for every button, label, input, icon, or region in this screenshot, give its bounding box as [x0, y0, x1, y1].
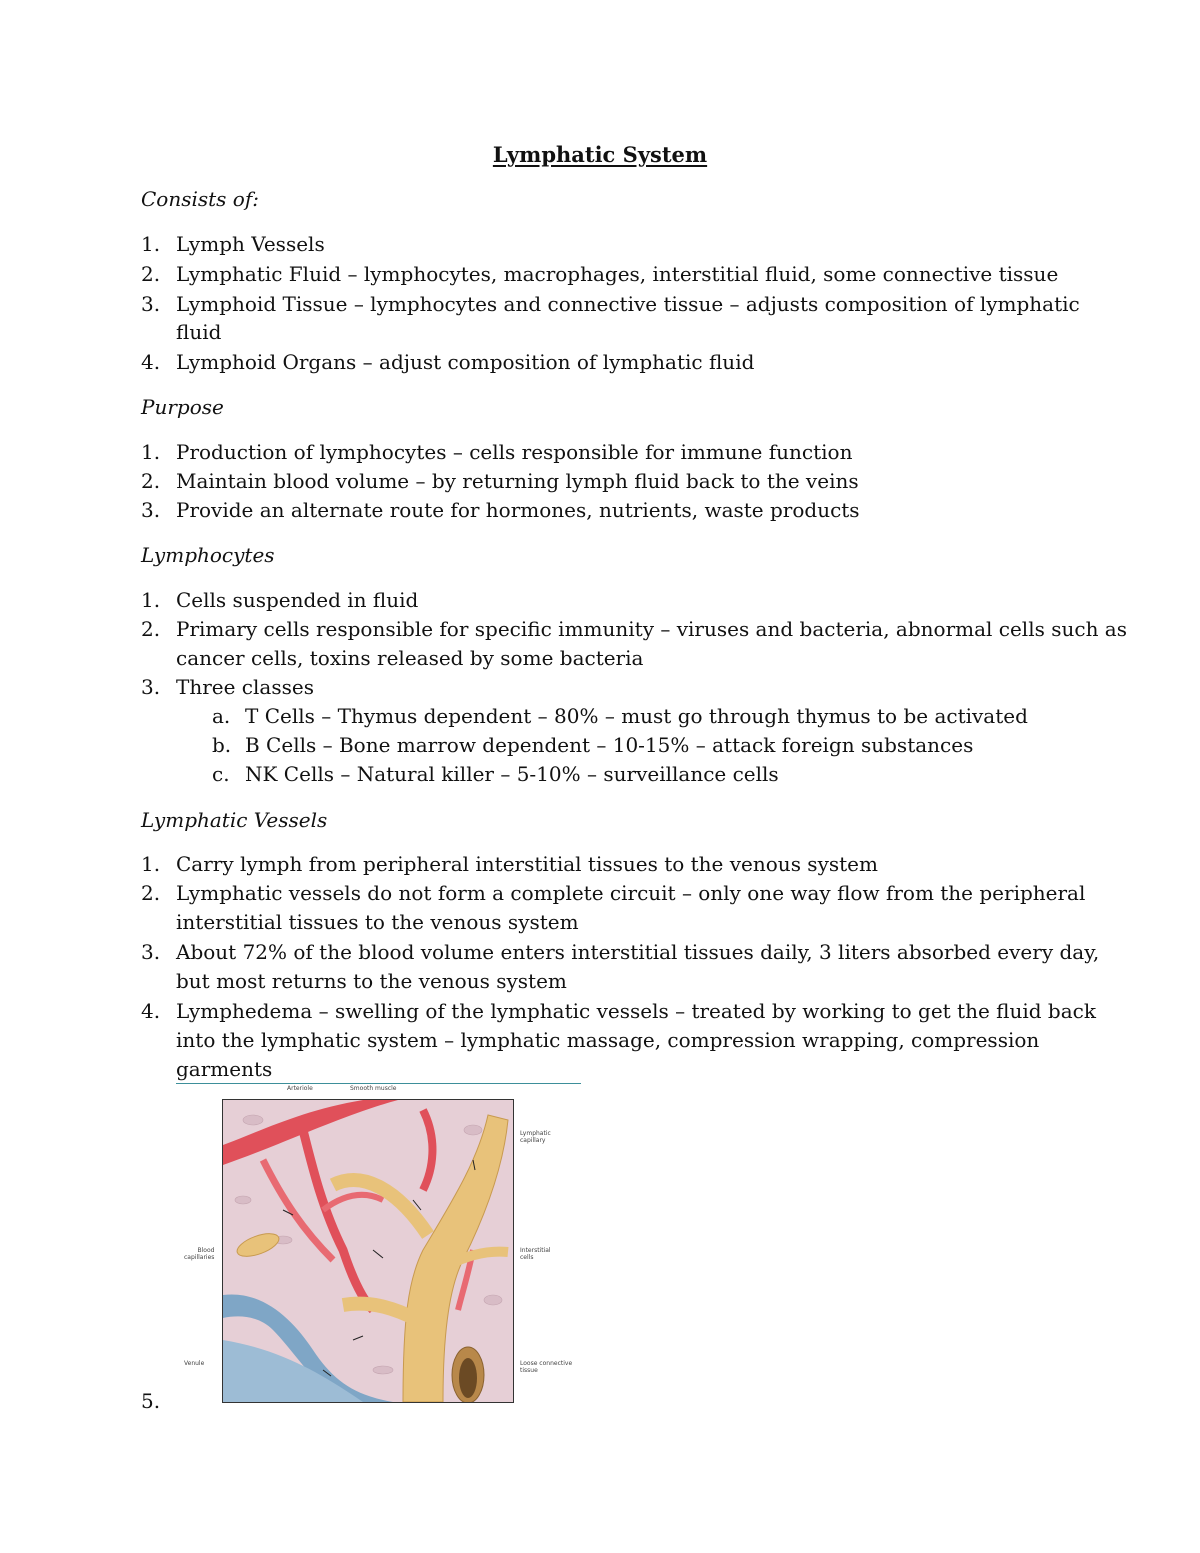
list-item: Lymph Vessels [176, 232, 325, 256]
section-heading-purpose: Purpose [141, 395, 224, 419]
list-item: Lymphoid Tissue – lymphocytes and connective tissue – adjusts composition of lymphatic [176, 292, 1080, 316]
label-lymphatic-capillary [520, 1130, 551, 1144]
list-number: 1. [141, 232, 161, 256]
sublist-letter: b. [212, 733, 232, 757]
list-item-continued: fluid [176, 320, 222, 344]
label-line: Loose connective [520, 1360, 573, 1367]
list-item-continued: cancer cells, toxins released by some bacteria [176, 646, 644, 670]
list-item: Maintain blood volume – by returning lymph fluid back to the veins [176, 469, 859, 493]
label-line: Lymphatic [520, 1130, 551, 1137]
label-line: tissue [520, 1367, 538, 1374]
list-item-continued: but most returns to the venous system [176, 969, 567, 993]
list-number: 1. [141, 588, 161, 612]
list-item: Three classes [176, 675, 314, 699]
list-item: Lymphoid Organs – adjust composition of lymphatic fluid [176, 350, 755, 374]
list-number: 5. [141, 1389, 161, 1413]
lymphatic-vessel-lumen [459, 1358, 477, 1398]
list-number: 2. [141, 881, 161, 905]
list-number: 4. [141, 350, 161, 374]
section-heading-consists: Consists of: [141, 187, 259, 211]
sublist-item: B Cells – Bone marrow dependent – 10-15% – attack foreign substances [245, 733, 974, 757]
list-item: Lymphatic Fluid – lymphocytes, macrophages, interstitial fluid, some connective tissue [176, 262, 1059, 286]
sublist-item: NK Cells – Natural killer – 5-10% – surveillance cells [245, 762, 779, 786]
list-number: 3. [141, 940, 161, 964]
list-item-continued: into the lymphatic system – lymphatic massage, compression wrapping, compression [176, 1028, 1040, 1052]
lymph-capillary-illustration [222, 1099, 514, 1403]
list-number: 4. [141, 999, 161, 1023]
figure-top-rule [176, 1083, 581, 1084]
list-number: 1. [141, 852, 161, 876]
list-number: 3. [141, 675, 161, 699]
list-number: 1. [141, 440, 161, 464]
list-item: Production of lymphocytes – cells responsible for immune function [176, 440, 853, 464]
label-loose-connective-tissue [520, 1360, 572, 1374]
sublist-item: T Cells – Thymus dependent – 80% – must go through thymus to be activated [245, 704, 1028, 728]
label-interstitial-cells [520, 1247, 551, 1261]
list-item: Carry lymph from peripheral interstitial tissues to the venous system [176, 852, 878, 876]
list-item: Lymphatic vessels do not form a complete circuit – only one way flow from the peripheral [176, 881, 1086, 905]
list-item: Lymphedema – swelling of the lymphatic vessels – treated by working to get the fluid back [176, 999, 1096, 1023]
label-blood-capillaries [184, 1247, 214, 1261]
label-arteriole: Arteriole [287, 1085, 313, 1092]
list-number: 2. [141, 617, 161, 641]
label-line: Blood [197, 1247, 215, 1254]
page-title: Lymphatic System [492, 142, 708, 167]
label-line: Interstitial [520, 1247, 551, 1254]
list-item-continued: interstitial tissues to the venous system [176, 910, 579, 934]
list-item: Primary cells responsible for specific immunity – viruses and bacteria, abnormal cells such as [176, 617, 1127, 641]
list-item: Cells suspended in fluid [176, 588, 419, 612]
label-line: cells [520, 1254, 534, 1261]
list-item: Provide an alternate route for hormones, nutrients, waste products [176, 498, 860, 522]
list-number: 2. [141, 469, 161, 493]
list-number: 3. [141, 498, 161, 522]
list-item: About 72% of the blood volume enters interstitial tissues daily, 3 liters absorbed every day, [176, 940, 1100, 964]
list-number: 2. [141, 262, 161, 286]
section-heading-vessels: Lymphatic Vessels [141, 808, 328, 832]
label-smooth-muscle: Smooth muscle [350, 1085, 397, 1092]
section-heading-lymphocytes: Lymphocytes [141, 543, 275, 567]
illustration-svg [223, 1100, 513, 1402]
list-item-continued: garments [176, 1057, 273, 1081]
sublist-letter: c. [212, 762, 230, 786]
list-number: 3. [141, 292, 161, 316]
label-line: capillary [520, 1137, 546, 1144]
sublist-letter: a. [212, 704, 231, 728]
label-line: capillaries [184, 1254, 215, 1261]
label-venule: Venule [184, 1360, 205, 1367]
